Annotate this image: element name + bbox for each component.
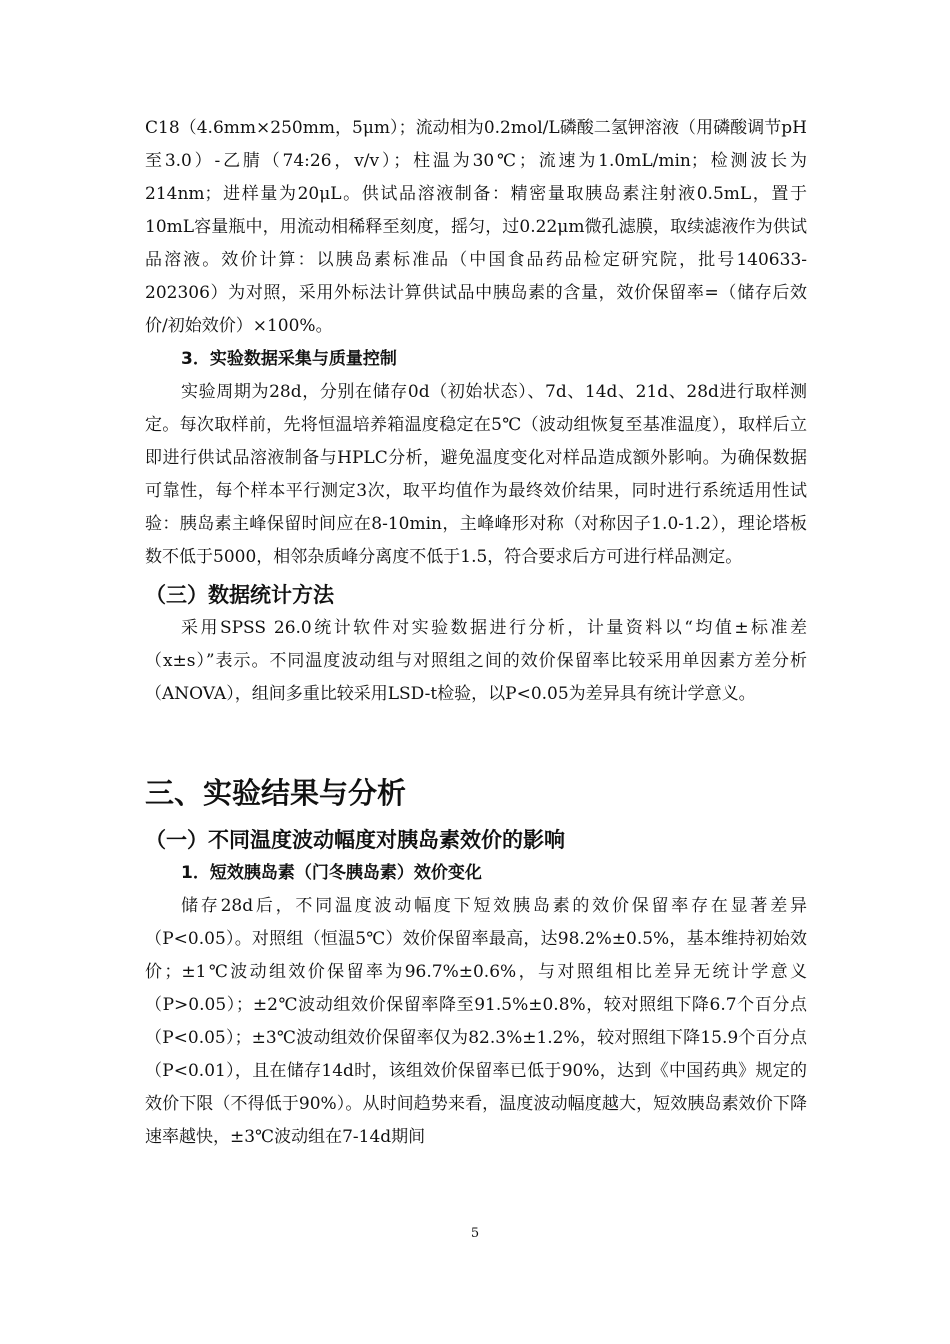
document-body bbox=[145, 112, 807, 1154]
subheading-short-acting: 1．短效胰岛素（门冬胰岛素）效价变化 bbox=[181, 863, 482, 883]
short-acting-paragraph: 储存28d后，不同温度波动幅度下短效胰岛素的效价保留率存在显著差异（P<0.05）。对照组（恒温5℃）效价保留率最高，达98.2%±0.5%，基本维持初始效价；±1℃波动组效价保留率为96.7%±0.6%，与对照组相比差异无统计学意义（P>0.05）；±2℃波动组效价保留率降至91.5%±0.8%，较对照组下降6.7个百分点（P<0.05）；±3℃波动组效价保留率仅为82.3%±1.2%，较对照组下降15.9个百分点（P<0.01），且在储存14d时，该组效价保留率已低于90%，达到《中国药典》规定的效价下限（不得低于90%）。从时间趋势来看，温度波动幅度越大，短效胰岛素效价下降速率越快，±3℃波动组在7-14d期间 bbox=[145, 896, 807, 1147]
section-heading-results: 三、实验结果与分析 bbox=[145, 776, 407, 810]
heading-temperature-effect: （一）不同温度波动幅度对胰岛素效价的影响 bbox=[145, 828, 565, 852]
subheading-data-collection: 3．实验数据采集与质量控制 bbox=[181, 349, 397, 369]
heading-statistics: （三）数据统计方法 bbox=[145, 583, 334, 607]
statistics-paragraph: 采用SPSS 26.0统计软件对实验数据进行分析，计量资料以“均值±标准差（x±s）”表示。不同温度波动组与对照组之间的效价保留率比较采用单因素方差分析（ANOVA），组间多重比较采用LSD-t检验，以P<0.05为差异具有统计学意义。 bbox=[145, 618, 807, 704]
method-paragraph: C18（4.6mm×250mm，5μm）；流动相为0.2mol/L磷酸二氢钾溶液（用磷酸调节pH至3.0）-乙腈（74:26，v/v）；柱温为30℃；流速为1.0mL/min；检测波长为214nm；进样量为20μL。供试品溶液制备：精密量取胰岛素注射液0.5mL，置于10mL容量瓶中，用流动相稀释至刻度，摇匀，过0.22μm微孔滤膜，取续滤液作为供试品溶液。效价计算：以胰岛素标准品（中国食品药品检定研究院，批号140633-202306）为对照，采用外标法计算供试品中胰岛素的含量，效价保留率=（储存后效价/初始效价）×100%。 bbox=[145, 118, 807, 336]
data-collection-paragraph: 实验周期为28d，分别在储存0d（初始状态）、7d、14d、21d、28d进行取样测定。每次取样前，先将恒温培养箱温度稳定在5℃（波动组恢复至基准温度），取样后立即进行供试品溶液制备与HPLC分析，避免温度变化对样品造成额外影响。为确保数据可靠性，每个样本平行测定3次，取平均值作为最终效价结果，同时进行系统适用性试验：胰岛素主峰保留时间应在8-10min，主峰峰形对称（对称因子1.0-1.2），理论塔板数不低于5000，相邻杂质峰分离度不低于1.5，符合要求后方可进行样品测定。 bbox=[145, 382, 807, 567]
page-number: 5 bbox=[470, 1226, 480, 1241]
